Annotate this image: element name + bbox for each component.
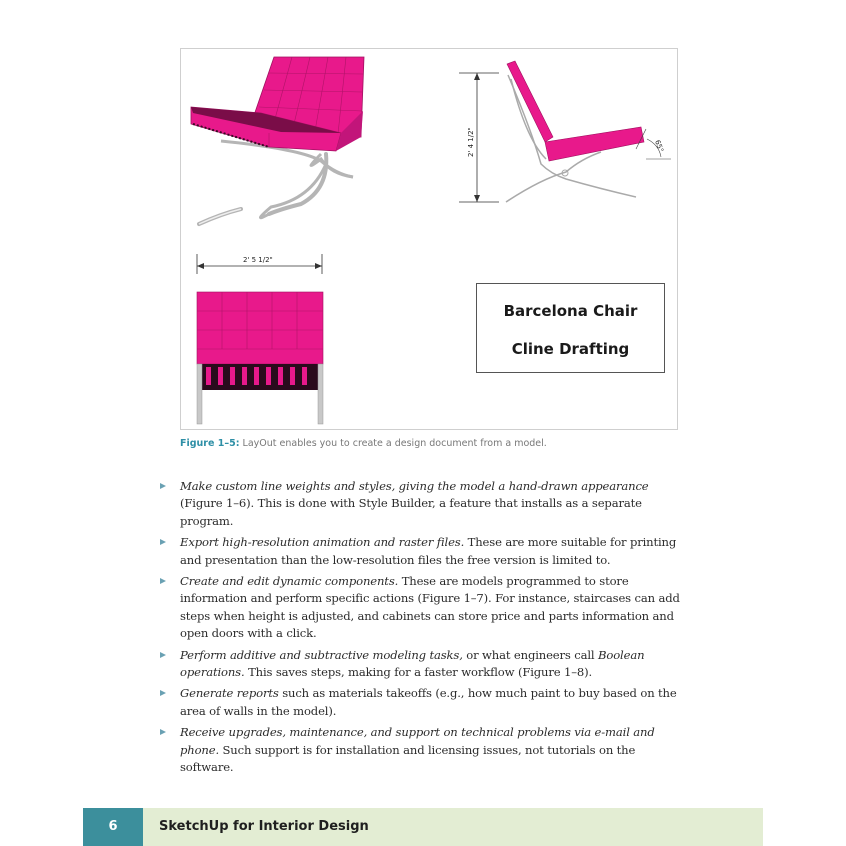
side-view-chair: [459, 61, 671, 202]
figure-caption: [180, 438, 547, 449]
list-item: [160, 724, 690, 776]
height-dimension-label: 2' 4 1/2": [467, 127, 475, 157]
width-dimension-label: 2' 5 1/2": [243, 256, 273, 264]
bullet-triangle-icon: [160, 690, 166, 696]
title-block: [476, 283, 665, 373]
list-item: [160, 685, 690, 720]
list-item: [160, 478, 690, 530]
running-footer-title: SketchUp for Interior Design: [143, 808, 763, 846]
list-item-emphasis: Create and edit dynamic components.: [180, 574, 399, 589]
title-block-chair-name: Barcelona Chair: [503, 302, 638, 320]
list-item-text: or what engineers call: [462, 647, 599, 662]
title-block-company: Cline Drafting: [511, 340, 630, 358]
list-item: [160, 573, 690, 643]
list-item-emphasis: Generate reports: [180, 686, 279, 701]
front-view-chair: [197, 254, 323, 424]
bullet-triangle-icon: [160, 578, 166, 584]
angle-dimension-label: 65°: [653, 138, 665, 154]
bullet-triangle-icon: [160, 652, 166, 658]
list-item-text: These are more suitable for printing and presentation than the low-resolution files the free version is limited to.: [180, 535, 677, 567]
bullet-triangle-icon: [160, 729, 166, 735]
chair-drawings: [181, 49, 679, 431]
list-item-emphasis: Make custom line weights and styles, giving the model a hand-drawn appearance: [180, 479, 649, 493]
list-item-emphasis: Receive upgrades, maintenance, and support on technical problems via e-mail and phone.: [180, 725, 655, 757]
list-item-text: such as materials takeoffs (e.g., how much paint to buy based on the area of walls in the model).: [180, 686, 677, 718]
perspective-chair: [191, 57, 364, 224]
page-number: 6: [83, 808, 143, 846]
figure-caption-text: LayOut enables you to create a design document from a model.: [239, 438, 547, 449]
bullet-triangle-icon: [160, 539, 166, 545]
list-item-text: (Figure 1–6). This is done with Style Builder, a feature that installs as a separate program.: [180, 496, 642, 528]
list-item-text: This saves steps, making for a faster workflow (Figure 1–8).: [244, 665, 593, 680]
feature-list: [160, 478, 690, 781]
list-item-emphasis: Export high-resolution animation and raster files.: [180, 535, 465, 550]
figure-caption-label: Figure 1–5:: [180, 438, 240, 449]
list-item-text: Such support is for installation and licensing issues, not tutorials on the software.: [180, 742, 636, 775]
list-item: [160, 534, 690, 569]
list-item-emphasis: Boolean operations.: [180, 647, 645, 680]
figure-image: [180, 48, 678, 430]
list-item-emphasis: Perform additive and subtractive modeling tasks,: [180, 647, 463, 662]
list-item: [160, 647, 690, 682]
list-item-text: These are models programmed to store information and perform specific actions (Figure 1–7). For instance, staircases can add steps when height is adjusted, and cabinets can store price and parts information and open doors with a click.: [180, 574, 680, 641]
bullet-triangle-icon: [160, 483, 166, 489]
